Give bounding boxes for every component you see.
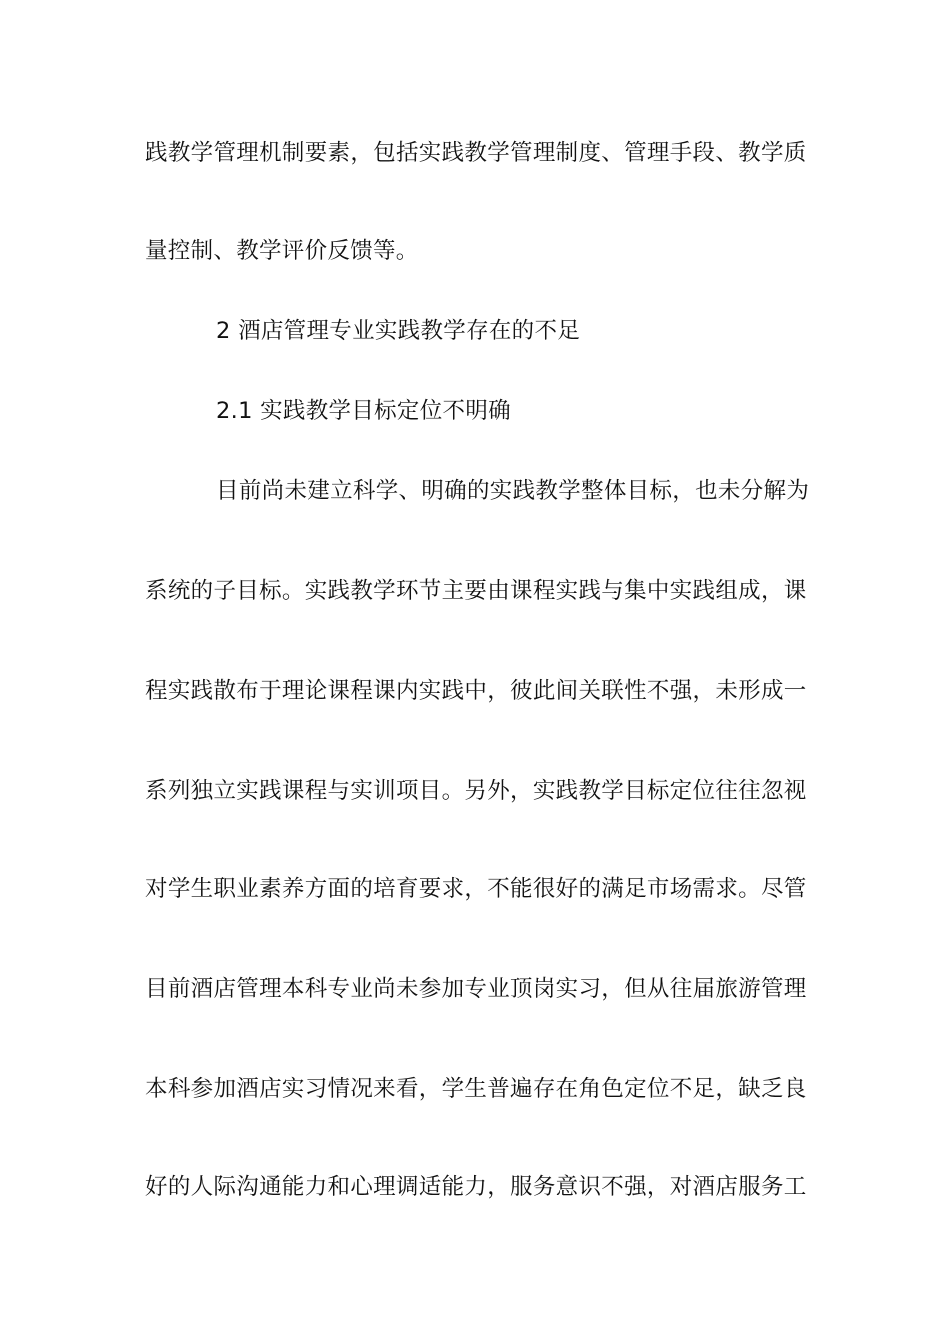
paragraph-line-9: 本 科 参 加 酒 店 实 习 情 况 来 看 ， 学 生 普 遍 存 在 角 色 定 位 不 足 ， 缺 乏 良: [145, 1076, 807, 1102]
paragraph-line-10: 好 的 人 际 沟 通 能 力 和 心 理 调 适 能 力 ， 服 务 意 识 不 强 ， 对 酒 店 服 务 工: [145, 1174, 807, 1200]
subsection-heading: 2.1 实践教学目标定位不明确: [216, 398, 511, 424]
paragraph-line-6: 系 列 独 立 实 践 课 程 与 实 训 项 目 。 另 外 ， 实 践 教 学 目 标 定 位 往 往 忽 视: [145, 778, 807, 804]
paragraph-line-8: 目 前 酒 店 管 理 本 科 专 业 尚 未 参 加 专 业 顶 岗 实 习 ， 但 从 往 届 旅 游 管 理: [145, 976, 807, 1002]
paragraph-line-3: 目 前 尚 未 建 立 科 学 、 明 确 的 实 践 教 学 整 体 目 标 ， 也 未 分 解 为: [216, 478, 810, 504]
paragraph-line-5: 程 实 践 散 布 于 理 论 课 程 课 内 实 践 中 ， 彼 此 间 关 联 性 不 强 ， 未 形 成 一: [145, 678, 807, 704]
paragraph-line-2: 量控制、教学评价反馈等。: [145, 238, 419, 264]
paragraph-line-7: 对 学 生 职 业 素 养 方 面 的 培 育 要 求 ， 不 能 很 好 的 满 足 市 场 需 求 。 尽 管: [145, 876, 807, 902]
paragraph-line-4: 系 统 的 子 目 标 。 实 践 教 学 环 节 主 要 由 课 程 实 践 与 集 中 实 践 组 成 ， 课: [145, 578, 807, 604]
paragraph-line-1: 践 教 学 管 理 机 制 要 素 ， 包 括 实 践 教 学 管 理 制 度 、 管 理 手 段 、 教 学 质: [145, 140, 807, 166]
section-heading: 2 酒店管理专业实践教学存在的不足: [216, 318, 581, 344]
